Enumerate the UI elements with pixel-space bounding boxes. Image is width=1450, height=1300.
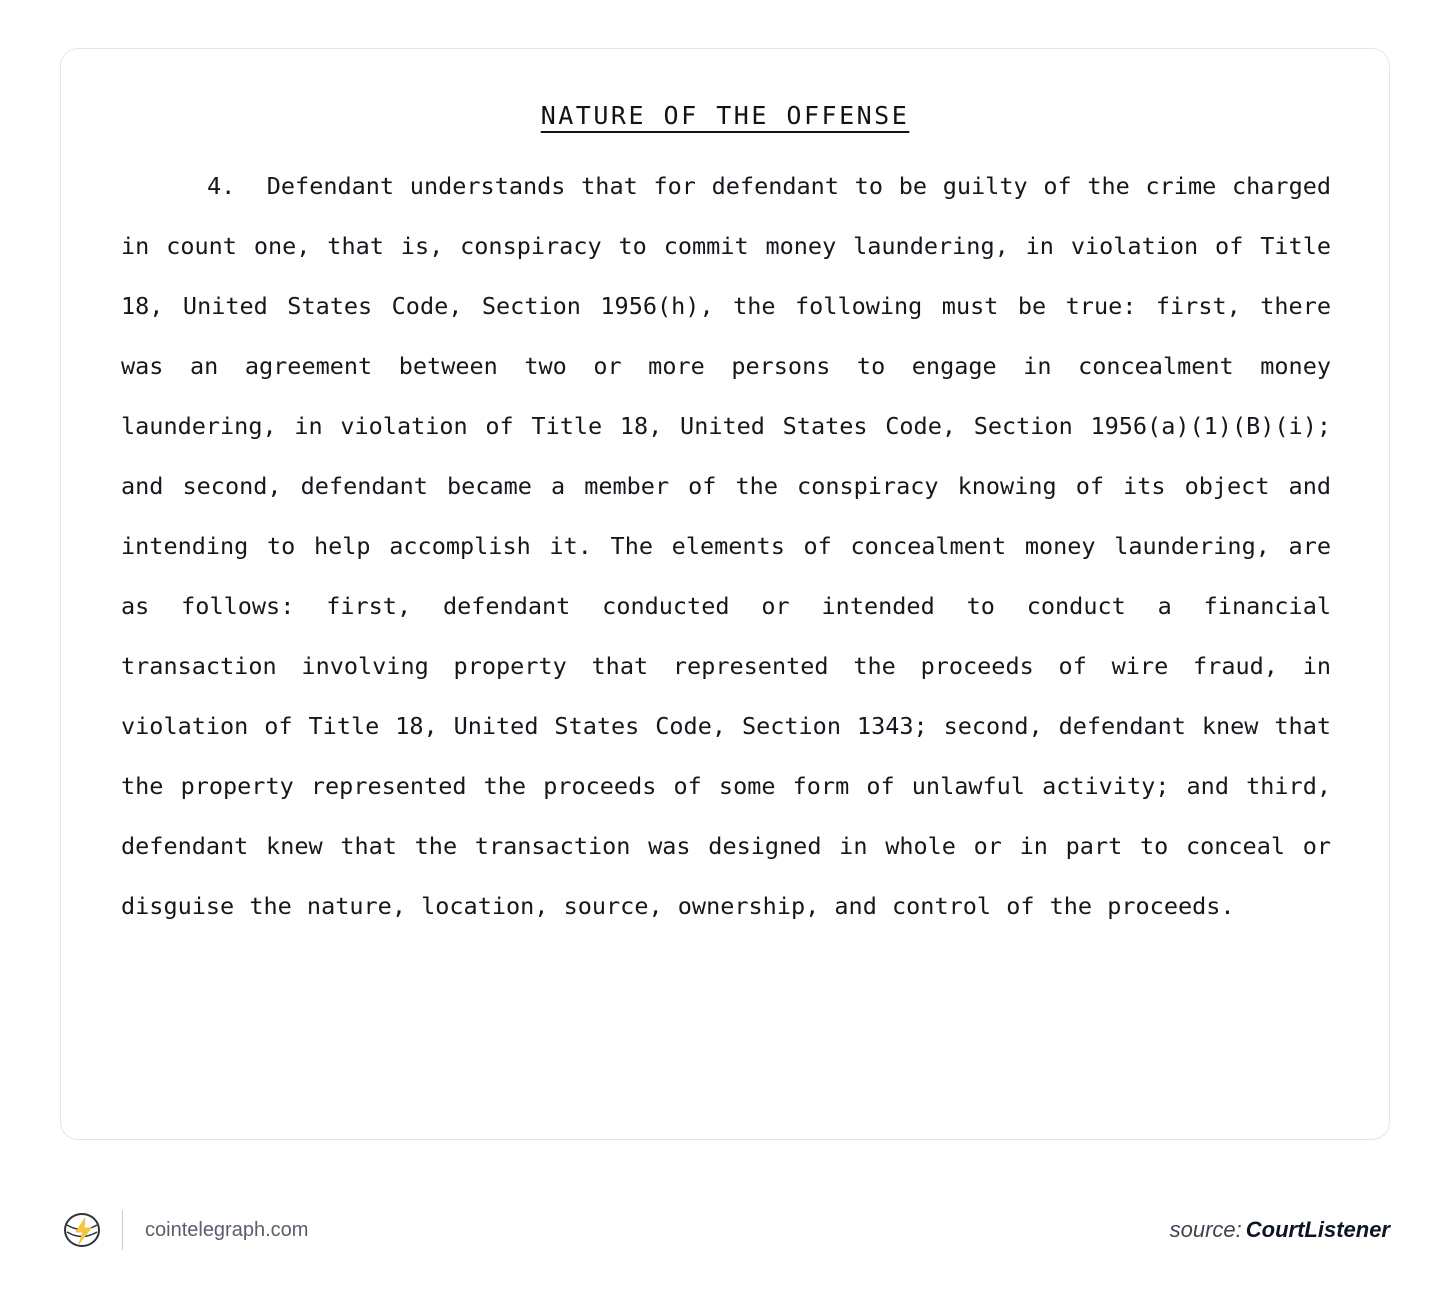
paragraph-text: Defendant understands that for defendant to be guilty of the crime charged in count one, that is, conspiracy to commit money laundering, in violation of Title 18, United States Code, Section 1956(h), the following must be true: first, there was an agreement between two or more persons to engage in concealment money laundering, in violation of Title 18, United States Code, Section 1956(a)(1)(B)(i); and second, defendant became a member of the conspiracy knowing of its object and intending to help accomplish it. The elements of concealment money laundering, are as follows: first, defendant conducted or intended to conduct a financial transaction involving property that represented the proceeds of wire fraud, in violation of Title 18, United States Code, Section 1343; second, defendant knew that the property represented the proceeds of some form of unlawful activity; and third, defendant knew that the transaction was designed in whole or in part to conceal or disguise the nature, location, source, ownership, and control of the proceeds. xyxy=(121,172,1347,920)
page-title: NATURE OF THE OFFENSE xyxy=(540,101,910,130)
paragraph-number: 4. xyxy=(207,172,236,200)
footer-source xyxy=(1170,1217,1390,1243)
site-name: cointelegraph.com xyxy=(145,1218,309,1241)
document-card xyxy=(60,48,1390,1140)
cointelegraph-logo-icon xyxy=(60,1208,104,1252)
source-label: source: xyxy=(1169,1217,1242,1242)
document-paragraph xyxy=(103,156,1347,936)
footer-branding xyxy=(60,1208,308,1252)
footer-divider xyxy=(122,1210,123,1250)
source-name: CourtListener xyxy=(1245,1217,1390,1242)
footer xyxy=(60,1202,1390,1258)
